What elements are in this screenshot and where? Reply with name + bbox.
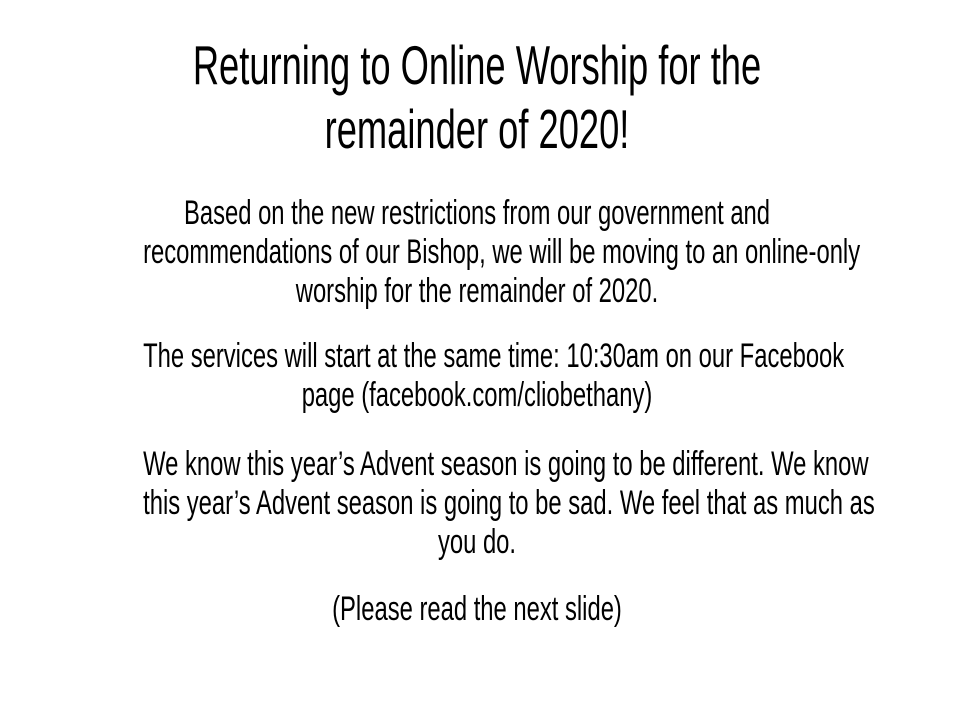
paragraph-advent-line-3: you do. (437, 523, 517, 561)
paragraph-advent-line-1: We know this year’s Advent season is going to be different. We know (143, 445, 869, 483)
slide-title (0, 33, 954, 161)
paragraph-restrictions-line-1: Based on the new restrictions from our government and (183, 194, 771, 232)
slide-body (0, 194, 954, 629)
paragraph-service-time-line-2: page (facebook.com/cliobethany) (301, 376, 653, 414)
paragraph-restrictions-line-2: recommendations of our Bishop, we will be moving to an online-only (143, 233, 861, 271)
paragraph-restrictions (0, 194, 954, 311)
paragraph-service-time (0, 337, 954, 415)
paragraph-next-slide-note (0, 590, 954, 629)
title-line-1: Returning to Online Worship for the (192, 34, 762, 96)
paragraph-restrictions-line-3: worship for the remainder of 2020. (295, 272, 659, 310)
paragraph-service-time-line-1: The services will start at the same time: 10:30am on our Facebook (143, 337, 845, 375)
paragraph-advent-line-2: this year’s Advent season is going to be sad. We feel that as much as (143, 484, 875, 522)
paragraph-next-slide-note-line-1: (Please read the next slide) (332, 590, 622, 628)
paragraph-advent (0, 445, 954, 562)
title-line-2: remainder of 2020! (324, 98, 630, 160)
